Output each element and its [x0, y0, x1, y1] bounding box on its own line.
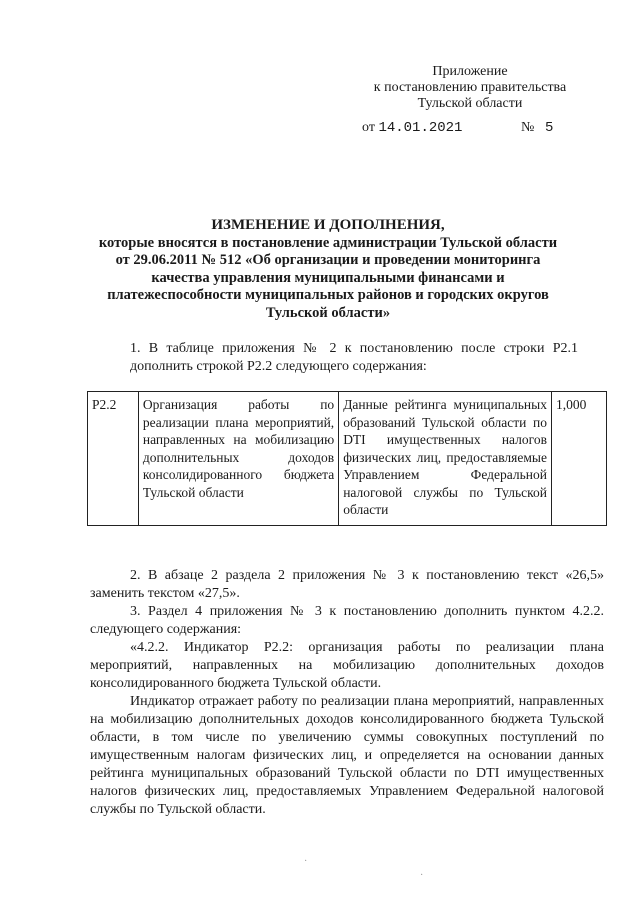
indicator-table	[87, 391, 607, 526]
paragraph-1: 1. В таблице приложения № 2 к постановлению после строки Р2.1 дополнить строкой Р2.2 следующего содержания:	[130, 341, 578, 374]
paragraph-5: Индикатор отражает работу по реализации плана мероприятий, направленных на мобилизацию дополнительных доходов консолидированного бюджета Тульской области, в том числе по увеличению суммы совокупных поступлений по имущественным налогам физических лиц, и определяется на основании данных рейтинга муниципальных образований Тульской области по DTI имущественных налогов физических лиц, предоставляемых Управлением Федеральной налоговой службы по Тульской области.	[90, 694, 604, 817]
date-number-line	[362, 120, 554, 136]
paragraph-3: 3. Раздел 4 приложения № 3 к постановлению дополнить пунктом 4.2.2. следующего содержания:	[90, 604, 604, 637]
table-row	[88, 392, 607, 526]
title-line-3: качества управления муниципальными финансами и	[151, 269, 505, 286]
title-heading: ИЗМЕНЕНИЕ И ДОПОЛНЕНИЯ,	[211, 217, 445, 233]
cell-indicator: Организация работы по реализации плана мероприятий, направленных на мобилизацию дополнительных доходов консолидированного бюджета Тульской области	[138, 392, 338, 526]
title-line-4: платежеспособности муниципальных районов и городских округов	[107, 287, 549, 303]
attachment-note	[340, 64, 600, 112]
title-line-2: от 29.06.2011 № 512 «Об организации и проведении мониторинга	[115, 252, 541, 268]
title-line-5: Тульской области»	[265, 304, 391, 321]
cell-code: Р2.2	[88, 392, 139, 526]
date-prefix: от	[362, 120, 375, 135]
number-prefix: №	[521, 120, 535, 135]
body-text	[90, 567, 604, 819]
date-value: 14.01.2021	[378, 120, 463, 136]
number-value: 5	[545, 120, 554, 136]
attachment-line-2: к постановлению правительства	[373, 80, 567, 95]
scan-speck: ·	[420, 870, 424, 881]
attachment-line-1: Приложение	[432, 64, 508, 79]
paragraph-4: «4.2.2. Индикатор Р2.2: организация работы по реализации плана мероприятий, направленных на мобилизацию дополнительных доходов консолидированного бюджета Тульской области.	[90, 640, 604, 691]
attachment-line-3: Тульской области	[417, 96, 523, 111]
cell-coefficient: 1,000	[551, 392, 606, 526]
paragraph-2: 2. В абзаце 2 раздела 2 приложения № 3 к постановлению текст «26,5» заменить текстом «27,5».	[90, 568, 604, 601]
title-line-1: которые вносятся в постановление администрации Тульской области	[98, 234, 558, 251]
scan-speck: ·	[304, 856, 308, 867]
cell-data-source: Данные рейтинга муниципальных образований Тульской области по DTI имущественных налогов физических лиц, предоставляемые Управлением Федеральной налоговой службы по Тульской области	[339, 392, 552, 526]
document-title	[88, 217, 568, 322]
